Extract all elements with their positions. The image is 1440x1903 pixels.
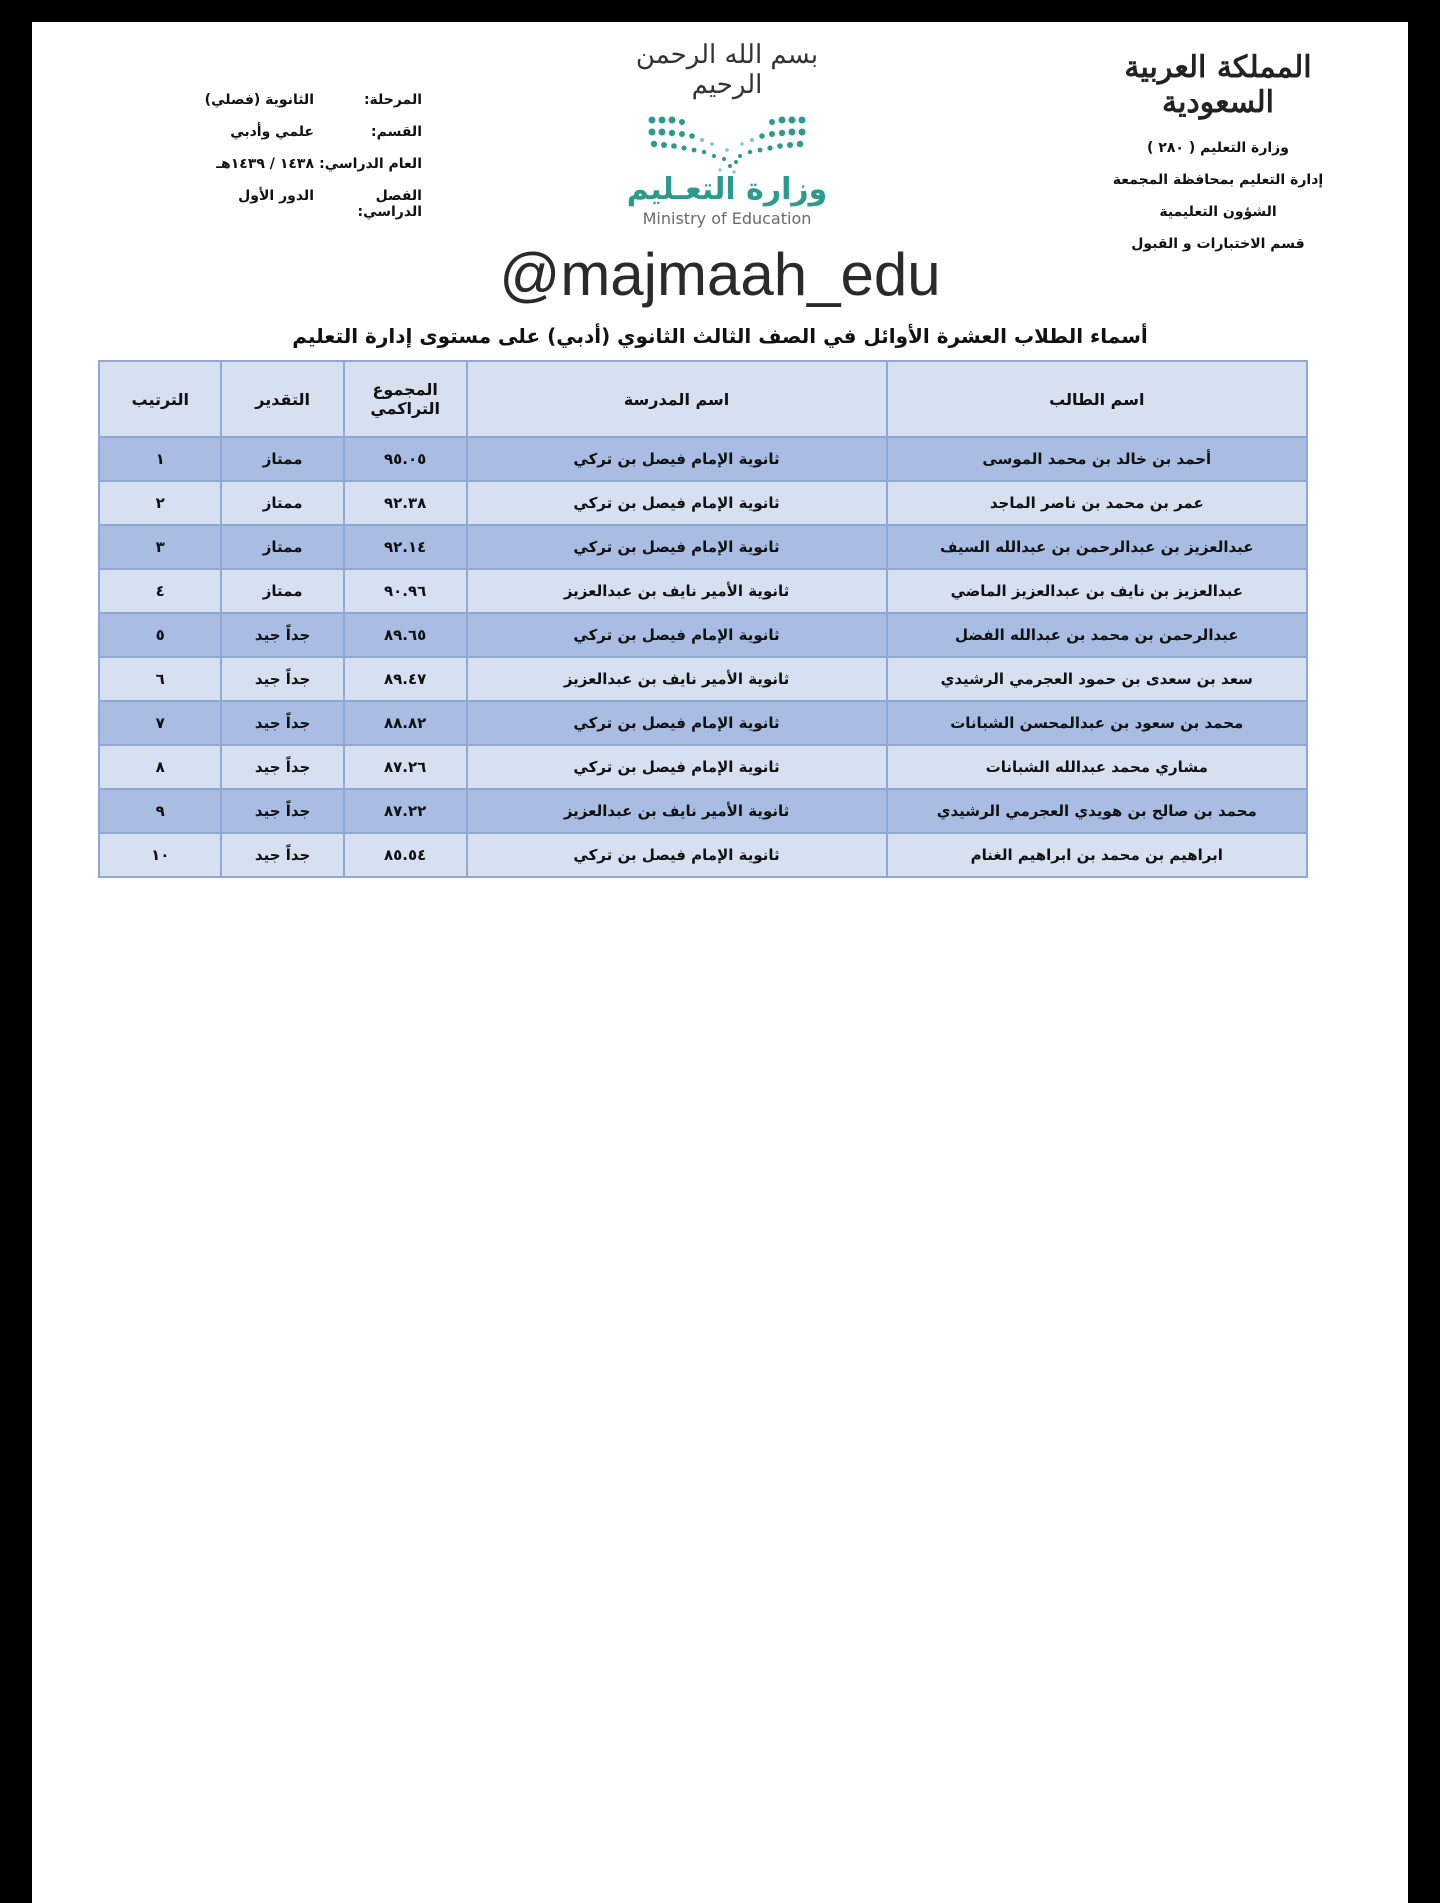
cell-total: ٩٠.٩٦	[344, 569, 467, 613]
cell-total: ٨٥.٥٤	[344, 833, 467, 877]
cell-school-name: ثانوية الإمام فيصل بن تركي	[467, 437, 887, 481]
cell-student-name: أحمد بن خالد بن محمد الموسى	[887, 437, 1307, 481]
ministry-name-arabic: وزارة التعـليم	[626, 172, 828, 207]
cell-rank: ٢	[99, 481, 221, 525]
top-students-table	[98, 360, 1308, 878]
ministry-name-english: Ministry of Education	[642, 209, 812, 228]
department-line: قسم الاختبارات و القبول	[1131, 236, 1305, 252]
cell-student-name: عبدالرحمن بن محمد بن عبدالله الفضل	[887, 613, 1307, 657]
cell-student-name: عبدالعزيز بن نايف بن عبدالعزيز الماضي	[887, 569, 1307, 613]
cell-total: ٨٩.٦٥	[344, 613, 467, 657]
cell-total: ٩٥.٠٥	[344, 437, 467, 481]
exam-metadata-block	[132, 92, 422, 236]
cell-grade: ممتاز	[221, 437, 343, 481]
meta-section-row	[132, 124, 422, 140]
meta-value: ١٤٣٨ / ١٤٣٩هـ	[216, 156, 314, 172]
cell-rank: ٥	[99, 613, 221, 657]
cell-school-name: ثانوية الإمام فيصل بن تركي	[467, 481, 887, 525]
header-grade: التقدير	[221, 361, 343, 437]
affairs-line: الشؤون التعليمية	[1159, 204, 1277, 220]
cell-student-name: سعد بن سعدى بن حمود العجرمي الرشيدي	[887, 657, 1307, 701]
header-total-line2: التراكمي	[370, 399, 441, 418]
cell-grade: ممتاز	[221, 569, 343, 613]
cell-rank: ١٠	[99, 833, 221, 877]
meta-year-row	[132, 156, 422, 172]
cell-grade: جداً جيد	[221, 833, 343, 877]
table-row	[99, 833, 1307, 877]
cell-grade: جداً جيد	[221, 745, 343, 789]
cell-grade: جداً جيد	[221, 701, 343, 745]
meta-value: علمي وأدبي	[230, 124, 314, 140]
cell-total: ٨٧.٢٢	[344, 789, 467, 833]
cell-student-name: مشاري محمد عبدالله الشبانات	[887, 745, 1307, 789]
cell-school-name: ثانوية الأمير نايف بن عبدالعزيز	[467, 789, 887, 833]
cell-school-name: ثانوية الأمير نايف بن عبدالعزيز	[467, 569, 887, 613]
document-page	[32, 22, 1408, 1903]
cell-grade: ممتاز	[221, 525, 343, 569]
cell-rank: ٦	[99, 657, 221, 701]
meta-value: الدور الأول	[238, 188, 314, 204]
cell-student-name: ابراهيم بن محمد بن ابراهيم الغنام	[887, 833, 1307, 877]
cell-grade: جداً جيد	[221, 613, 343, 657]
table-header-row	[99, 361, 1307, 437]
cell-school-name: ثانوية الأمير نايف بن عبدالعزيز	[467, 657, 887, 701]
cell-rank: ٤	[99, 569, 221, 613]
directorate-line: إدارة التعليم بمحافظة المجمعة	[1112, 172, 1324, 188]
cell-rank: ٧	[99, 701, 221, 745]
cell-grade: ممتاز	[221, 481, 343, 525]
cell-rank: ١	[99, 437, 221, 481]
table-row	[99, 569, 1307, 613]
meta-label: الفصل الدراسي:	[357, 188, 422, 220]
cell-school-name: ثانوية الإمام فيصل بن تركي	[467, 701, 887, 745]
cell-student-name: عبدالعزيز بن عبدالرحمن بن عبدالله السيف	[887, 525, 1307, 569]
ministry-dots-logo-icon	[642, 112, 812, 176]
cell-student-name: عمر بن محمد بن ناصر الماجد	[887, 481, 1307, 525]
header-rank: الترتيب	[99, 361, 221, 437]
meta-label: المرحلة:	[363, 92, 422, 108]
kingdom-header-block	[1088, 50, 1348, 268]
cell-school-name: ثانوية الإمام فيصل بن تركي	[467, 745, 887, 789]
meta-value: الثانوية (فصلي)	[204, 92, 314, 108]
basmala-calligraphy: بسم الله الرحمن الرحيم	[635, 40, 819, 100]
social-handle-watermark: @majmaah_edu	[499, 241, 941, 308]
meta-term-row	[132, 188, 422, 220]
cell-school-name: ثانوية الإمام فيصل بن تركي	[467, 833, 887, 877]
cell-rank: ٣	[99, 525, 221, 569]
cell-school-name: ثانوية الإمام فيصل بن تركي	[467, 525, 887, 569]
cell-student-name: محمد بن سعود بن عبدالمحسن الشبانات	[887, 701, 1307, 745]
header-school-name: اسم المدرسة	[467, 361, 887, 437]
meta-stage-row	[132, 92, 422, 108]
cell-grade: جداً جيد	[221, 789, 343, 833]
table-row	[99, 789, 1307, 833]
table-row	[99, 525, 1307, 569]
cell-grade: جداً جيد	[221, 657, 343, 701]
ministry-line: وزارة التعليم ( ٢٨٠ )	[1147, 140, 1289, 156]
header-student-name: اسم الطالب	[887, 361, 1307, 437]
cell-total: ٨٨.٨٢	[344, 701, 467, 745]
cell-student-name: محمد بن صالح بن هويدي العجرمي الرشيدي	[887, 789, 1307, 833]
header-total-line1: المجموع	[372, 380, 438, 399]
meta-label: القسم:	[371, 124, 422, 140]
cell-total: ٩٢.٣٨	[344, 481, 467, 525]
table-row	[99, 657, 1307, 701]
table-row	[99, 701, 1307, 745]
table-row	[99, 481, 1307, 525]
kingdom-calligraphy-logo: المملكة العربية السعودية	[1124, 50, 1312, 120]
cell-total: ٨٧.٢٦	[344, 745, 467, 789]
table-row	[99, 613, 1307, 657]
ministry-logo-block	[597, 40, 857, 228]
document-title: أسماء الطلاب العشرة الأوائل في الصف الثالث الثانوي (أدبي) على مستوى إدارة التعليم	[292, 324, 1148, 348]
cell-school-name: ثانوية الإمام فيصل بن تركي	[467, 613, 887, 657]
meta-label: العام الدراسي:	[319, 156, 422, 172]
table-row	[99, 437, 1307, 481]
cell-rank: ٨	[99, 745, 221, 789]
header-cumulative-total	[344, 361, 467, 437]
table-row	[99, 745, 1307, 789]
cell-total: ٨٩.٤٧	[344, 657, 467, 701]
cell-rank: ٩	[99, 789, 221, 833]
cell-total: ٩٢.١٤	[344, 525, 467, 569]
